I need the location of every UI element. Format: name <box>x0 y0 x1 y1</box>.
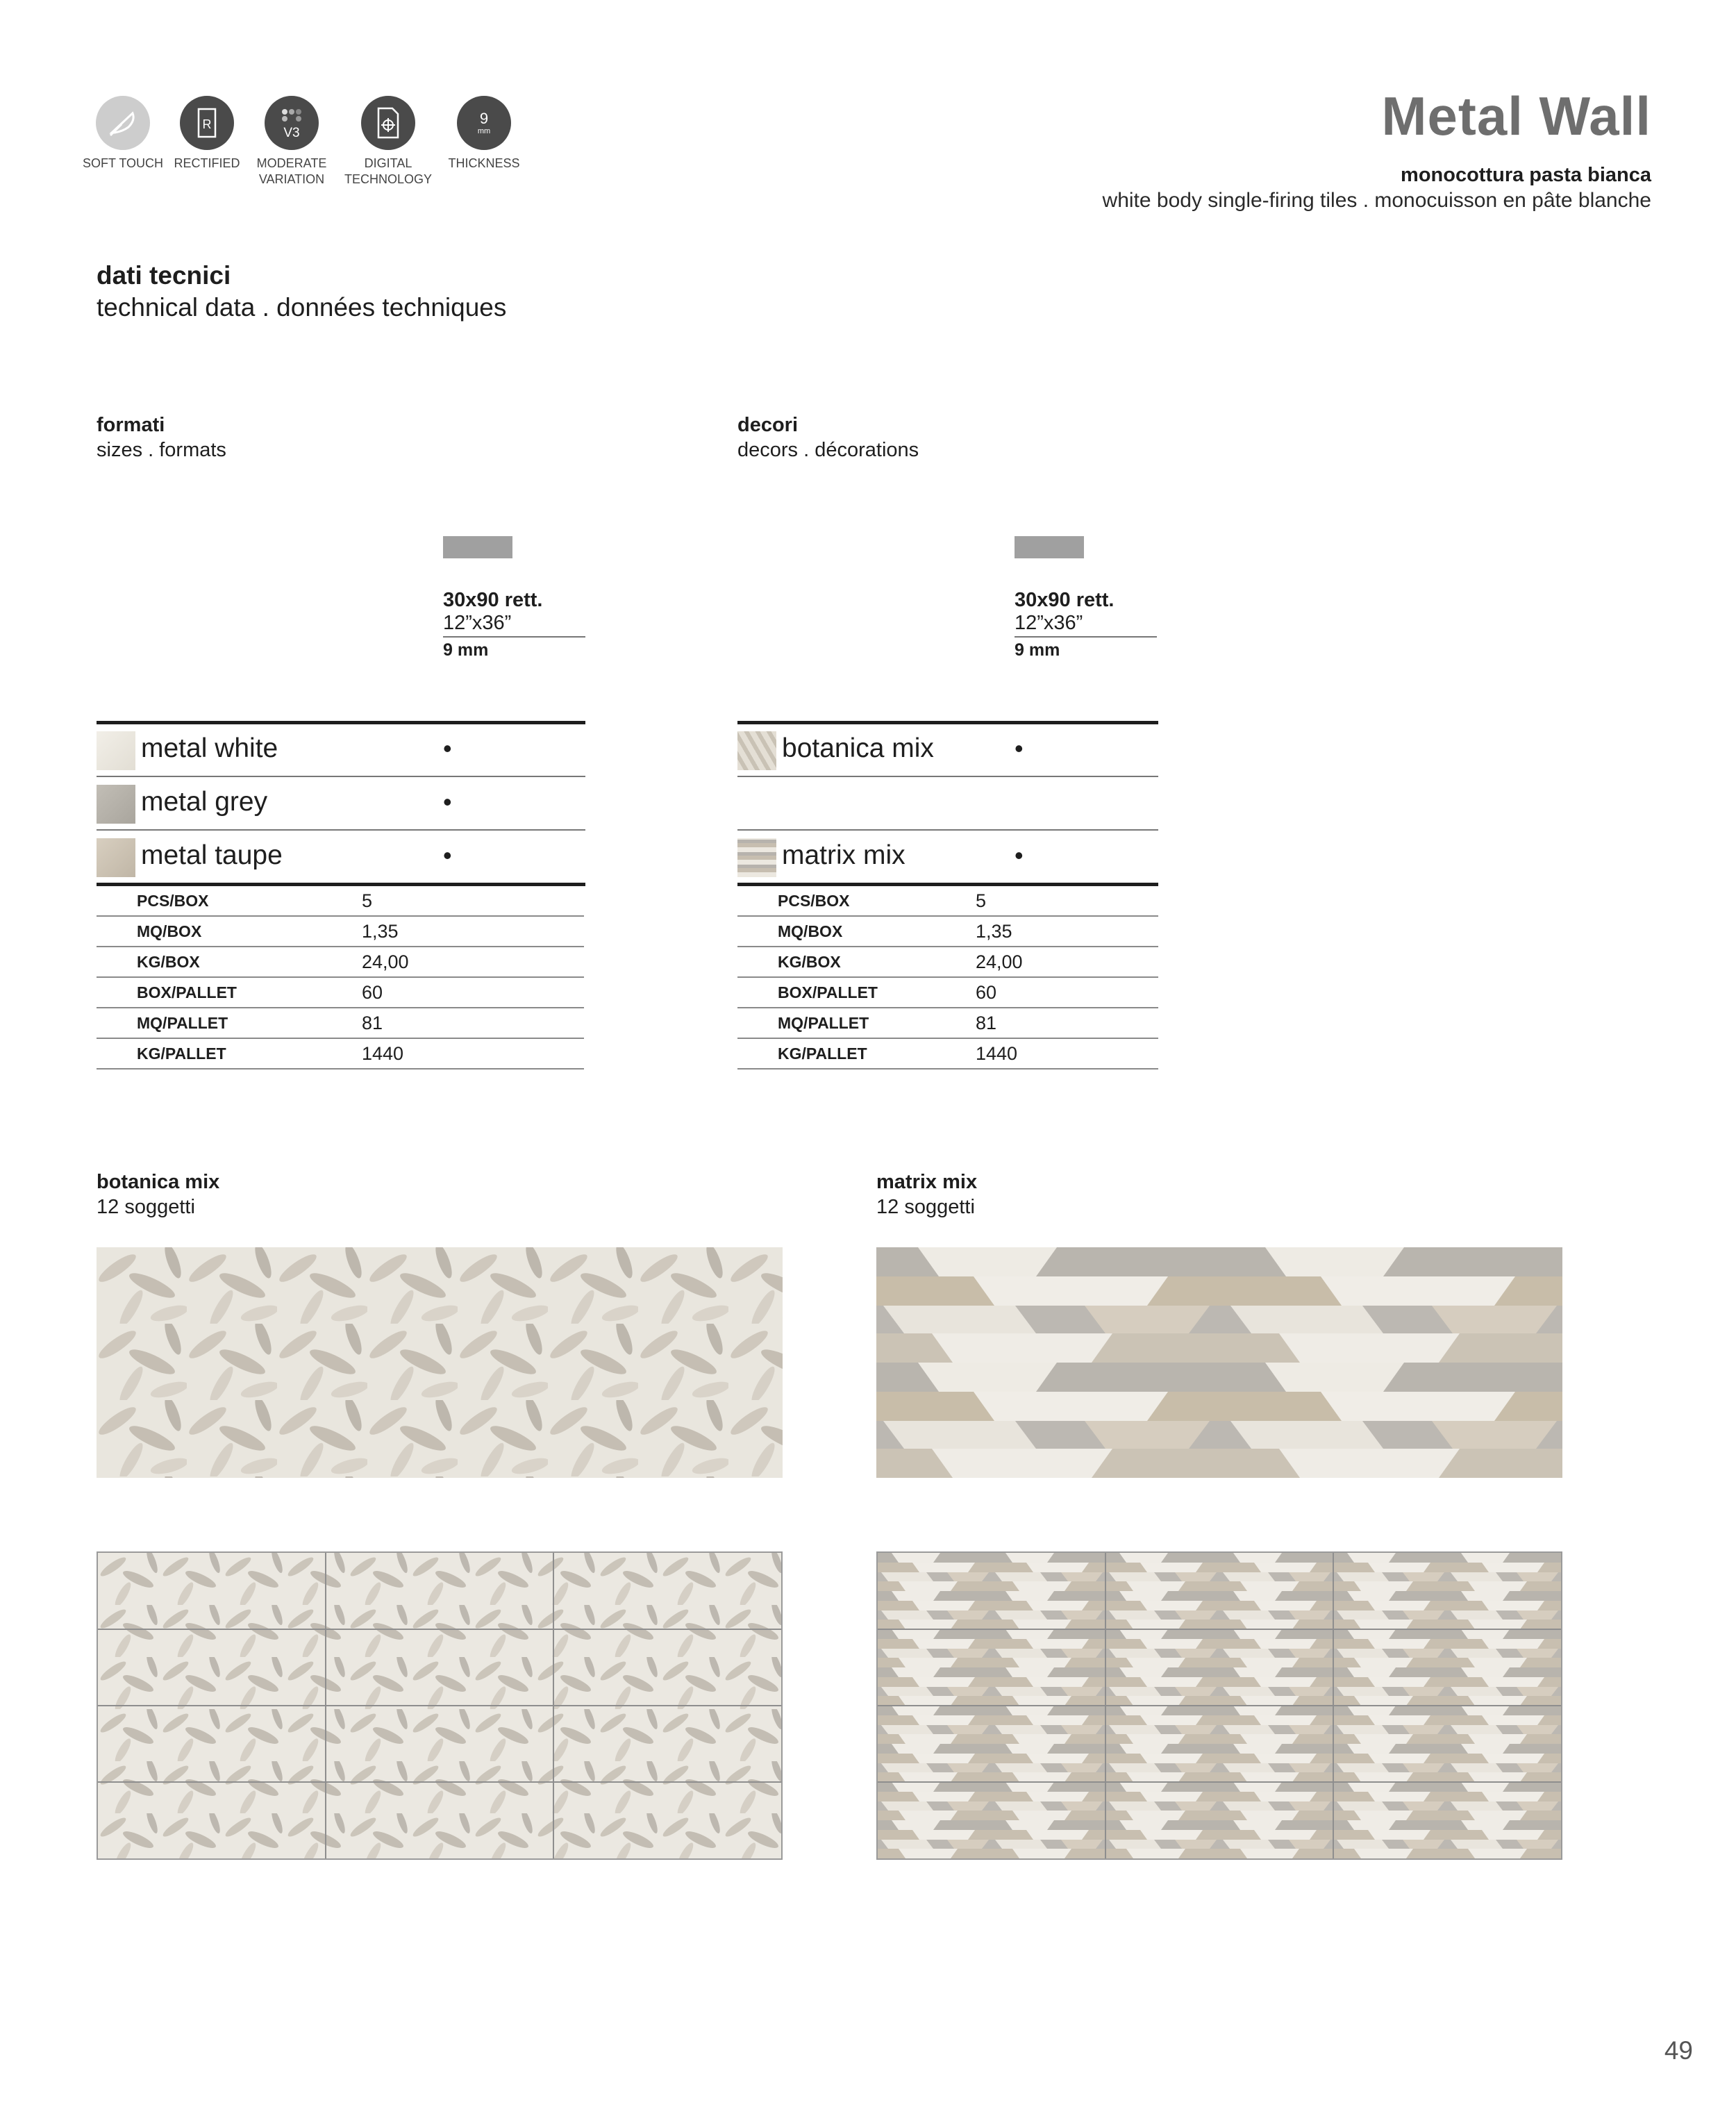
section-subtitle: technical data . données techniques <box>97 293 507 322</box>
botanica-subtitle: 12 soggetti <box>97 1196 195 1218</box>
size-inches: 12”x36” <box>1015 612 1157 638</box>
table-row: KG/PALLET 1440 <box>737 1038 1158 1069</box>
size-format-swatch <box>443 536 512 558</box>
feature-label: MODERATE VARIATION <box>256 156 327 186</box>
matrix-wall-grid <box>876 1551 1562 1860</box>
list-item <box>737 778 1158 831</box>
digital-file-icon <box>361 96 415 150</box>
svg-text:mm: mm <box>477 127 491 135</box>
table-row: PCS/BOX 5 <box>97 886 584 916</box>
botanica-wall-grid <box>97 1551 783 1860</box>
table-row: MQ/PALLET 81 <box>737 1008 1158 1038</box>
packaging-table <box>97 886 584 1070</box>
packaging-table <box>737 886 1158 1070</box>
feature-soft-touch <box>78 96 168 172</box>
feature-moderate-variation <box>247 96 337 188</box>
size-spec <box>443 589 585 660</box>
svg-text:V3: V3 <box>283 126 300 140</box>
feature-rectified <box>162 96 252 172</box>
product-subtitle-bold: monocottura pasta bianca <box>1401 164 1651 186</box>
list-item: botanica mix • <box>737 724 1158 777</box>
swatch-botanica-mix <box>737 731 776 770</box>
matrix-tile-image <box>876 1247 1562 1478</box>
botanica-title: botanica mix <box>97 1171 220 1193</box>
product-title: Metal Wall <box>1381 85 1651 147</box>
size-inches: 12”x36” <box>443 612 585 638</box>
decori-title: decori <box>737 414 799 436</box>
svg-text:R: R <box>202 117 212 131</box>
table-row: PCS/BOX 5 <box>737 886 1158 916</box>
matrix-subtitle: 12 soggetti <box>876 1196 975 1218</box>
swatch-matrix-mix <box>737 838 776 877</box>
decori-subtitle: decors . décorations <box>737 439 919 461</box>
size-format-swatch <box>1015 536 1084 558</box>
list-item: metal grey • <box>97 778 585 831</box>
swatch-metal-white <box>97 731 135 770</box>
table-row: KG/BOX 24,00 <box>737 947 1158 977</box>
feature-label: SOFT TOUCH <box>82 156 163 170</box>
feather-icon <box>96 96 150 150</box>
size-spec <box>1015 589 1157 660</box>
list-item: metal white • <box>97 724 585 777</box>
section-title: dati tecnici <box>97 261 231 290</box>
page-number: 49 <box>1664 2036 1693 2065</box>
size-name: 30x90 rett. <box>443 589 543 611</box>
variation-v3-icon <box>265 96 319 150</box>
size-thickness: 9 mm <box>1015 640 1060 660</box>
rectified-icon <box>180 96 234 150</box>
matrix-title: matrix mix <box>876 1171 978 1193</box>
product-subtitle: white body single-firing tiles . monocuisson en pâte blanche <box>1102 189 1651 212</box>
swatch-metal-taupe <box>97 838 135 877</box>
list-item: matrix mix • <box>737 831 1158 884</box>
feature-thickness <box>439 96 529 172</box>
list-item: metal taupe • <box>97 831 585 884</box>
feature-label: RECTIFIED <box>174 156 240 170</box>
table-row: BOX/PALLET 60 <box>737 977 1158 1008</box>
table-row: KG/BOX 24,00 <box>97 947 584 977</box>
feature-label: DIGITAL TECHNOLOGY <box>344 156 433 186</box>
table-row: BOX/PALLET 60 <box>97 977 584 1008</box>
size-thickness: 9 mm <box>443 640 489 660</box>
formati-subtitle: sizes . formats <box>97 439 226 461</box>
table-row: MQ/PALLET 81 <box>97 1008 584 1038</box>
swatch-metal-grey <box>97 785 135 824</box>
feature-digital-technology <box>343 96 433 188</box>
feature-label: THICKNESS <box>448 156 520 170</box>
table-row: MQ/BOX 1,35 <box>737 916 1158 947</box>
size-name: 30x90 rett. <box>1015 589 1115 611</box>
formati-title: formati <box>97 414 165 436</box>
svg-text:9: 9 <box>479 110 489 127</box>
botanica-tile-image <box>97 1247 783 1478</box>
table-row: MQ/BOX 1,35 <box>97 916 584 947</box>
table-row: KG/PALLET 1440 <box>97 1038 584 1069</box>
thickness-icon <box>457 96 511 150</box>
